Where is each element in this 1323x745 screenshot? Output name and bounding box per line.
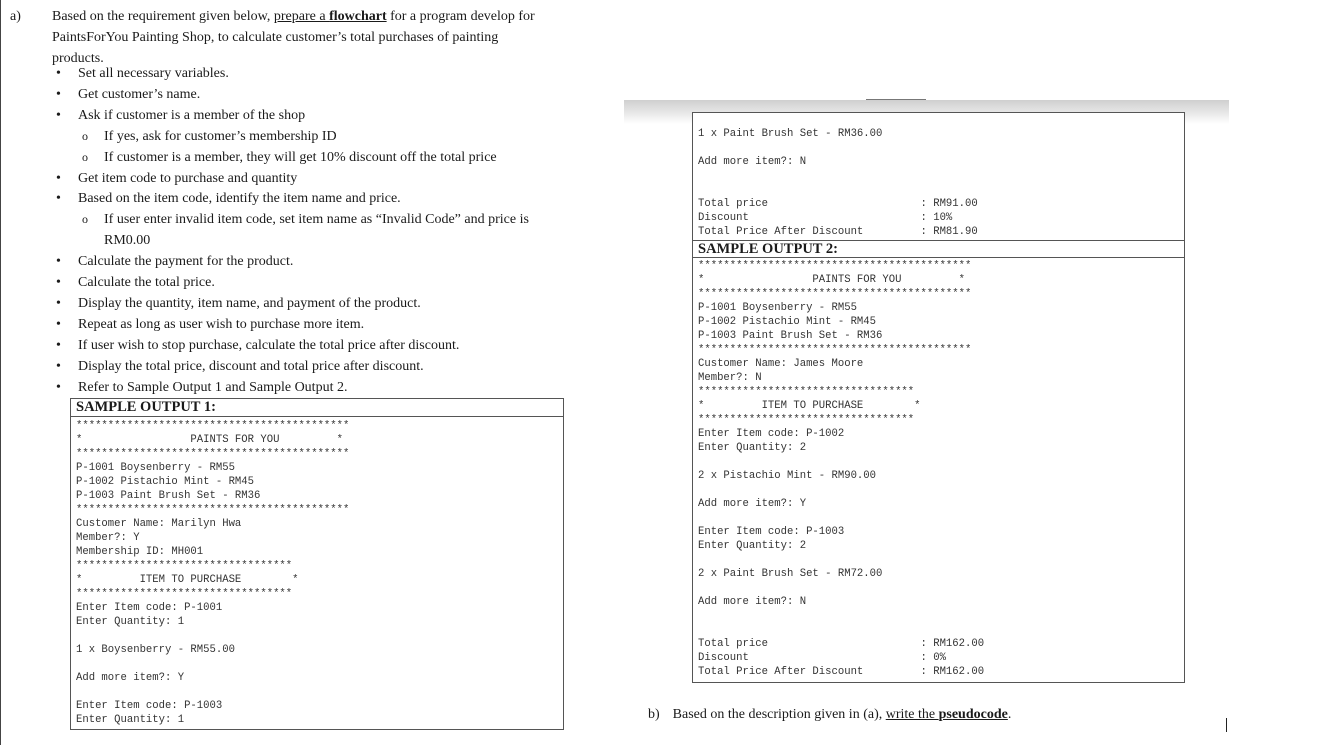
question-a-line-1-post: for a program develop for [386,9,535,24]
console-line: Member?: N [698,372,762,384]
page-break-mark [866,99,926,100]
console-line [698,609,984,623]
requirement-item: o If user enter invalid item code, set item name as “Invalid Code” and price is [52,210,572,231]
sample-output-2-console [693,259,984,679]
console-line [76,629,349,643]
question-b-label: b) [648,707,660,722]
console-line: Enter Quantity: 2 [698,540,807,552]
question-b-link-write: write the [885,707,939,722]
console-line [698,169,978,183]
console-line: Total Price After Discount : RM162.00 [698,666,985,678]
sample-output-right-box [692,112,1185,683]
requirement-item: • Get customer’s name. [52,85,572,106]
console-line: ********************************** [76,588,293,600]
sample-output-1-continued-console [693,127,978,239]
console-line: P-1001 Boysenberry - RM55 [76,462,235,474]
console-line: * PAINTS FOR YOU * [698,274,966,286]
requirement-item: • Repeat as long as user wish to purchase more item. [52,315,572,336]
console-line: 2 x Paint Brush Set - RM72.00 [698,568,883,580]
console-line: P-1003 Paint Brush Set - RM36 [698,330,883,342]
question-a-line-3: products. [52,51,104,66]
text-cursor [1226,718,1227,732]
console-line: ******************************************* [76,420,350,432]
console-line: P-1003 Paint Brush Set - RM36 [76,490,261,502]
sample-output-1-console [71,419,349,727]
console-line: Add more item?: N [698,596,807,608]
console-line: P-1001 Boysenberry - RM55 [698,302,857,314]
requirement-item: • Calculate the payment for the product. [52,252,572,273]
requirement-item: • Display the total price, discount and total price after discount. [52,357,572,378]
console-line: Member?: Y [76,532,140,544]
requirement-item: • Display the quantity, item name, and payment of the product. [52,294,572,315]
console-line: Enter Item code: P-1002 [698,428,845,440]
question-b-pre: Based on the description given in (a), [672,707,886,722]
console-line [698,483,984,497]
console-line [698,553,984,567]
requirement-item: • Based on the item code, identify the item name and price. [52,189,572,210]
console-line: Add more item?: Y [698,498,807,510]
console-line: Enter Quantity: 2 [698,442,807,454]
console-line: Enter Quantity: 1 [76,714,185,726]
console-line: Add more item?: N [698,156,807,168]
console-line: * ITEM TO PURCHASE * [698,400,921,412]
console-line: Enter Quantity: 1 [76,616,185,628]
page-left-border [0,0,1,745]
console-line: Enter Item code: P-1003 [76,700,223,712]
console-line [698,623,984,637]
console-line: P-1002 Pistachio Mint - RM45 [76,476,255,488]
question-a [10,6,570,69]
sample-output-1-title: SAMPLE OUTPUT 1: [71,399,563,417]
console-line [698,581,984,595]
requirement-item: • Refer to Sample Output 1 and Sample Output 2. [52,378,572,399]
console-line [698,511,984,525]
console-line: ******************************************* [698,344,972,356]
console-line: * PAINTS FOR YOU * [76,434,344,446]
console-line: Enter Item code: P-1003 [698,526,845,538]
console-line [76,685,349,699]
console-line: ********************************** [76,560,293,572]
console-line: Discount : 0% [698,652,946,664]
requirement-item: RM0.00 [104,233,151,249]
console-line: 1 x Paint Brush Set - RM36.00 [698,128,883,140]
console-line: Total Price After Discount : RM81.90 [698,226,978,238]
console-line: P-1002 Pistachio Mint - RM45 [698,316,877,328]
requirement-item: • Calculate the total price. [52,273,572,294]
console-line: Customer Name: James Moore [698,358,864,370]
console-line: ********************************** [698,386,915,398]
console-line: Customer Name: Marilyn Hwa [76,518,242,530]
requirement-item: • If user wish to stop purchase, calculate the total price after discount. [52,336,572,357]
console-line: ********************************** [698,414,915,426]
console-line [698,183,978,197]
question-a-line-1 [52,6,570,27]
requirement-item: • Get item code to purchase and quantity [52,169,572,190]
console-line: 1 x Boysenberry - RM55.00 [76,644,235,656]
console-line [76,657,349,671]
console-line: Membership ID: MH001 [76,546,204,558]
console-line: ******************************************* [76,448,350,460]
question-b-post: . [1007,707,1012,722]
requirement-item: o If yes, ask for customer’s membership ID [52,127,572,148]
requirement-item: o If customer is a member, they will get 10% discount off the total price [52,148,572,169]
console-line: Enter Item code: P-1001 [76,602,223,614]
console-line: ******************************************* [76,504,350,516]
sample-output-2-title: SAMPLE OUTPUT 2: [693,240,1184,258]
question-a-label: a) [10,9,21,24]
sample-output-1-box [70,398,564,730]
console-line: Total price : RM162.00 [698,638,985,650]
question-a-line-2: PaintsForYou Painting Shop, to calculate customer’s total purchases of painting [52,30,499,45]
requirement-item: • Ask if customer is a member of the shop [52,106,572,127]
console-line: ******************************************* [698,288,972,300]
question-a-text [52,6,570,69]
console-line: * ITEM TO PURCHASE * [76,574,299,586]
question-b-link-pseudocode: pseudocode [938,707,1008,722]
console-line: Total price : RM91.00 [698,198,978,210]
console-line: Add more item?: Y [76,672,185,684]
console-line: 2 x Pistachio Mint - RM90.00 [698,470,877,482]
console-line: ******************************************* [698,260,972,272]
console-line: Discount : 10% [698,212,953,224]
question-a-link-flowchart: flowchart [329,9,387,24]
question-a-link-prepare: prepare a [273,9,330,24]
requirement-item: • Set all necessary variables. [52,64,572,85]
requirements-list [52,64,572,399]
question-a-line-1-pre: Based on the requirement given below, [52,9,274,24]
console-line [698,141,978,155]
question-b [648,706,1011,724]
console-line [698,455,984,469]
